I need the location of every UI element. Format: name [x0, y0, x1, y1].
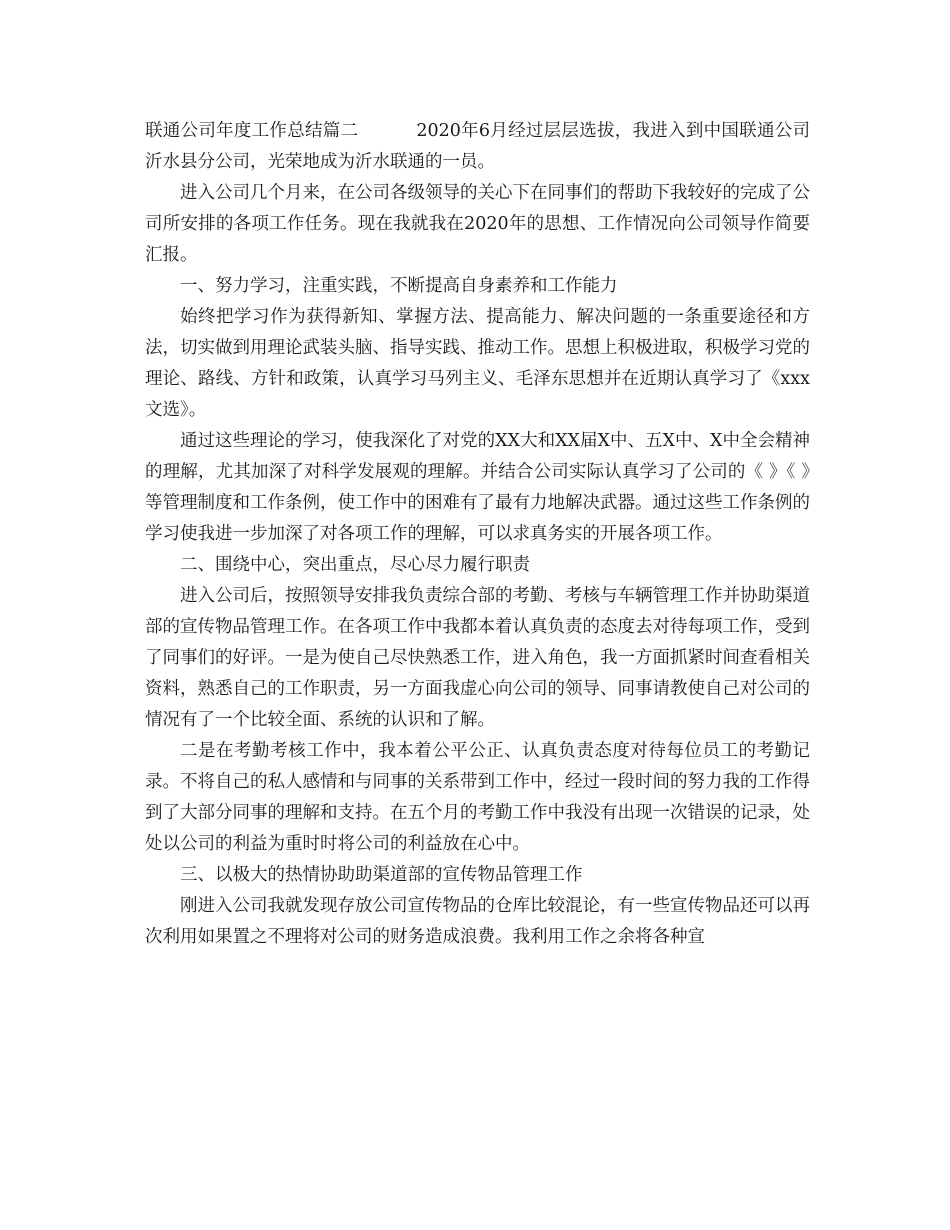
section-heading-1: 一、努力学习，注重实践，不断提高自身素养和工作能力	[180, 276, 618, 296]
document-title: 联通公司年度工作总结篇二	[145, 121, 359, 141]
opening-text: 2020年6月经过层层选拔，我进入到中国联通公司沂水县分公司，光荣地成为沂水联通的一员。	[145, 121, 810, 172]
section-heading-2: 二、围绕中心，突出重点，尽心尽力履行职责	[180, 555, 530, 575]
document-body	[145, 116, 810, 953]
paragraph-duties: 进入公司后，按照领导安排我负责综合部的考勤、考核与车辆管理工作并协助渠道部的宣传物品管理工作。在各项工作中我都本着认真负责的态度去对待每项工作，受到了同事们的好评。一是为使自己尽快熟悉工作，进入角色，我一方面抓紧时间查看相关资料，熟悉自己的工作职责，另一方面我虚心向公司的领导、同事请教使自己对公司的情况有了一个比较全面、系统的认识和了解。	[145, 586, 810, 730]
paragraph-theory: 通过这些理论的学习，使我深化了对党的XX大和XX届X中、五X中、X中全会精神的理解，尤其加深了对科学发展观的理解。并结合公司实际认真学习了公司的《 》《 》等管理制度和工作条例，使工作中的困难有了最有力地解决武器。通过这些工作条例的学习使我进一步加深了对各项工作的理解，可以求真务实的开展各项工作。	[145, 431, 810, 544]
paragraph-intro: 进入公司几个月来，在公司各级领导的关心下在同事们的帮助下我较好的完成了公司所安排的各项工作任务。现在我就我在2020年的思想、工作情况向公司领导作简要汇报。	[145, 183, 810, 265]
paragraph-warehouse: 刚进入公司我就发现存放公司宣传物品的仓库比较混论，有一些宣传物品还可以再次利用如果置之不理将对公司的财务造成浪费。我利用工作之余将各种宣	[145, 896, 810, 947]
opening-paragraph	[145, 116, 810, 178]
paragraph-study: 始终把学习作为获得新知、掌握方法、提高能力、解决问题的一条重要途径和方法，切实做到用理论武装头脑、指导实践、推动工作。思想上积极进取，积极学习党的理论、路线、方针和政策，认真学习马列主义、毛泽东思想并在近期认真学习了《xxx文选》。	[145, 307, 810, 420]
section-heading-3: 三、以极大的热情协助助渠道部的宣传物品管理工作	[180, 865, 583, 885]
paragraph-attendance: 二是在考勤考核工作中，我本着公平公正、认真负责态度对待每位员工的考勤记录。不将自己的私人感情和与同事的关系带到工作中，经过一段时间的努力我的工作得到了大部分同事的理解和支持。在五个月的考勤工作中我没有出现一次错误的记录，处处以公司的利益为重时时将公司的利益放在心中。	[145, 741, 810, 854]
